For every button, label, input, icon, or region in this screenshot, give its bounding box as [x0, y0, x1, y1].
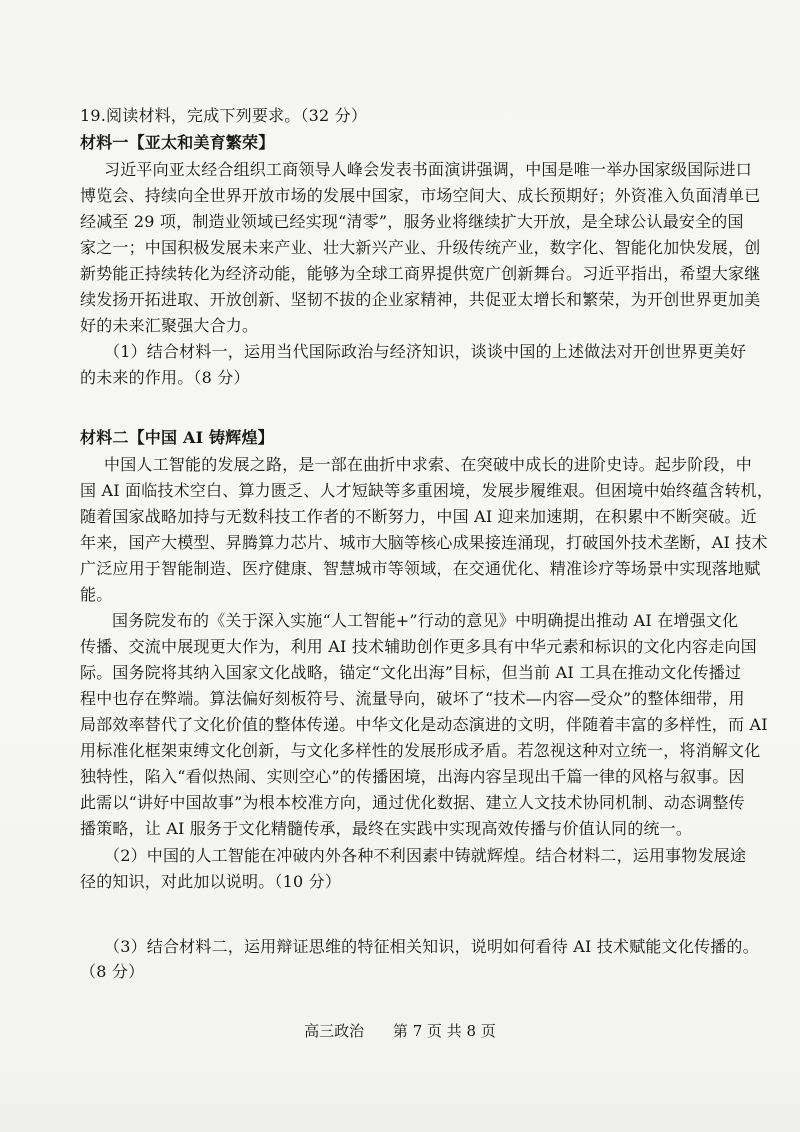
material2-para2-line: 播策略，让 AI 服务于文化精髓传承，最终在实践中实现高效传播与价值认同的统一。 — [80, 819, 693, 838]
material2-para1-line: 国 AI 面临技术空白、算力匮乏、人才短缺等多重困境，发展步履维艰。但困境中始终蕴含转机， — [80, 481, 774, 500]
footer-subject: 高三政治 — [304, 1022, 365, 1040]
question3-line: （3）结合材料二，运用辩证思维的特征相关知识，说明如何看待 AI 技术赋能文化传播的。 — [104, 937, 759, 956]
question1-line: （1）结合材料一，运用当代国际政治与经济知识，谈谈中国的上述做法对开创世界更美好 — [104, 342, 747, 361]
question-header: 19.阅读材料，完成下列要求。（32 分） — [80, 106, 368, 125]
question3-line: （8 分） — [80, 962, 145, 981]
material2-para1-line: 中国人工智能的发展之路，是一部在曲折中求索、在突破中成长的进阶史诗。起步阶段，中 — [104, 455, 753, 474]
material1-line: 新势能正持续转化为经济动能，能够为全球工商界提供宽广创新舞台。习近平指出，希望大家继 — [80, 264, 761, 283]
material2-para1-line: 年来，国产大模型、昇腾算力芯片、城市大脑等核心成果接连涌现，打破国外技术垄断，AI 技术 — [80, 533, 768, 552]
question2-line: 径的知识，对此加以说明。（10 分） — [80, 872, 342, 891]
material2-para2-line: 际。国务院将其纳入国家文化战略，锚定“文化出海”目标，但当前 AI 工具在推动文化传播过 — [80, 663, 742, 682]
material1-line: 博览会、持续向全世界开放市场的发展中国家，市场空间大、成长预期好；外资准入负面清单已 — [80, 186, 761, 205]
material2-para1-line: 随着国家战略加持与无数科技工作者的不断努力，中国 AI 迎来加速期，在积累中不断突破。近 — [80, 507, 757, 526]
question1-line: 的未来的作用。（8 分） — [80, 368, 250, 387]
material2-para2-line: 此需以“讲好中国故事”为根本校准方向，通过优化数据、建立人文技术协同机制、动态调整传 — [80, 793, 745, 812]
material2-para2-line: 国务院发布的《关于深入实施“人工智能+”行动的意见》中明确提出推动 AI 在增强文化 — [112, 611, 739, 630]
material2-para1-line: 广泛应用于智能制造、医疗健康、智慧城市等领域，在交通优化、精准诊疗等场景中实现落地赋 — [80, 559, 761, 578]
footer-page-number: 第 7 页 共 8 页 — [392, 1022, 496, 1040]
material2-para2-line: 独特性，陷入“看似热闹、实则空心”的传播困境，出海内容呈现出千篇一律的风格与叙事。因 — [80, 767, 745, 786]
material2-para2-line: 局部效率替代了文化价值的整体传递。中华文化是动态演进的文明，伴随着丰富的多样性，而 AI — [80, 715, 768, 734]
bottom-margin — [0, 1104, 800, 1132]
material1-line: 习近平向亚太经合组织工商领导人峰会发表书面演讲强调，中国是唯一举办国家级国际进口 — [104, 160, 753, 179]
material2-para2-line: 传播、交流中展现更大作为，利用 AI 技术辅助创作更多具有中华元素和标识的文化内容走向国 — [80, 637, 757, 656]
material1-title: 材料一【亚太和美育繁荣】 — [80, 133, 275, 152]
material1-line: 续发扬开拓进取、开放创新、坚韧不拔的企业家精神，共促亚太增长和繁荣，为开创世界更加美 — [80, 290, 761, 309]
material2-title: 材料二【中国 AI 铸辉煌】 — [80, 428, 274, 447]
question2-line: （2）中国的人工智能在冲破内外各种不利因素中铸就辉煌。结合材料二，运用事物发展途 — [104, 846, 747, 865]
material1-line: 好的未来汇聚强大合力。 — [80, 316, 259, 335]
material2-para1-line: 能。 — [80, 585, 113, 604]
material2-para2-line: 用标准化框架束缚文化创新，与文化多样性的发展形成矛盾。若忽视这种对立统一，将消解文化 — [80, 741, 761, 760]
material2-para2-line: 程中也存在弊端。算法偏好刻板符号、流量导向，破坏了“技术—内容—受众”的整体细带，用 — [80, 689, 745, 708]
page-footer — [0, 1022, 800, 1040]
material1-line: 家之一；中国积极发展未来产业、壮大新兴产业、升级传统产业，数字化、智能化加快发展，创 — [80, 238, 761, 257]
material1-line: 经减至 29 项，制造业领域已经实现“清零”，服务业将继续扩大开放，是全球公认最安全的国 — [80, 212, 744, 231]
